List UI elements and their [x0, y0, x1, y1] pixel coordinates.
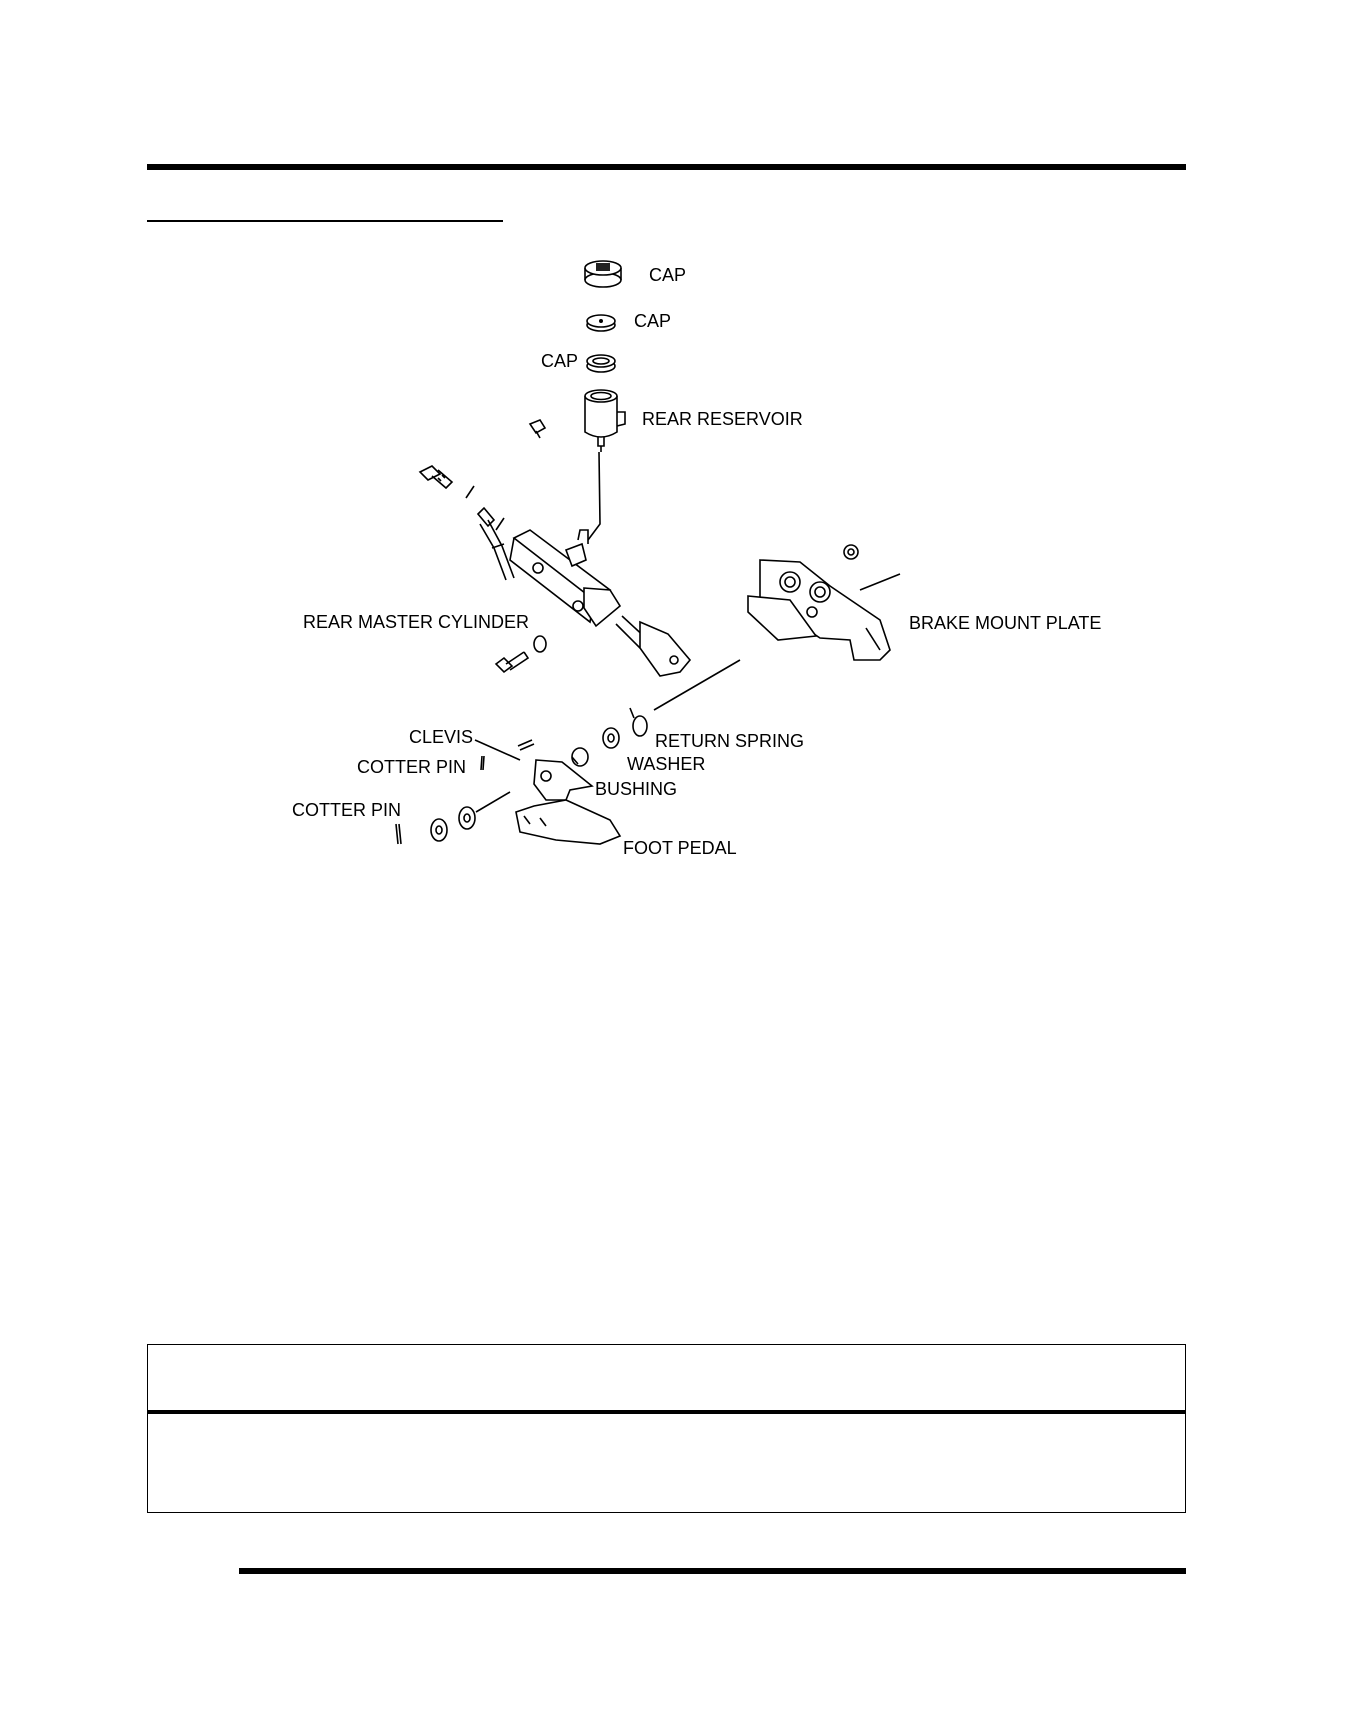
callout-cotter-pin-lower: COTTER PIN — [292, 800, 402, 820]
callout-rear-master-cylinder: REAR MASTER CYLINDER — [303, 612, 530, 632]
mount-bolt-part — [496, 652, 528, 672]
callout-return-spring: RETURN SPRING — [655, 731, 805, 751]
callout-washer: WASHER — [627, 754, 706, 774]
cylinder-washer-part — [534, 636, 546, 652]
reservoir-part — [585, 390, 625, 452]
callout-brake-mount-plate: BRAKE MOUNT PLATE — [909, 613, 1102, 633]
washer-part — [603, 728, 619, 748]
brake-mount-plate-part — [748, 560, 900, 660]
callout-bushing: BUSHING — [595, 779, 678, 799]
notice-box-divider — [148, 1410, 1185, 1414]
cotter-pin-upper-part — [481, 756, 484, 770]
plate-nut-part — [844, 545, 858, 559]
reservoir-screw-part — [530, 420, 545, 438]
footer-rule — [239, 1568, 1186, 1574]
callout-cap-middle: CAP — [634, 311, 672, 331]
clevis-pin-part — [518, 740, 534, 750]
callout-cap-top: CAP — [649, 265, 687, 285]
cotter-pin-lower-part — [396, 824, 401, 844]
notice-box — [147, 1344, 1186, 1513]
callout-clevis: CLEVIS — [409, 727, 474, 747]
callout-foot-pedal: FOOT PEDAL — [623, 838, 737, 858]
foot-pedal-part — [516, 760, 620, 844]
reservoir-cap-part — [585, 261, 621, 287]
reservoir-hose — [588, 452, 600, 540]
bushing-part — [572, 748, 588, 766]
banjo-bolt-part — [420, 466, 452, 488]
float-part — [587, 355, 615, 372]
callout-cotter-pin-upper: COTTER PIN — [357, 757, 467, 777]
callout-rear-reservoir: REAR RESERVOIR — [642, 409, 803, 429]
brake-line-part — [478, 508, 514, 580]
diaphragm-part — [587, 315, 615, 331]
callout-cap-lower: CAP — [541, 351, 579, 371]
master-cylinder-part — [510, 530, 690, 676]
return-spring-part — [630, 708, 647, 736]
lower-washer-parts — [431, 792, 510, 841]
